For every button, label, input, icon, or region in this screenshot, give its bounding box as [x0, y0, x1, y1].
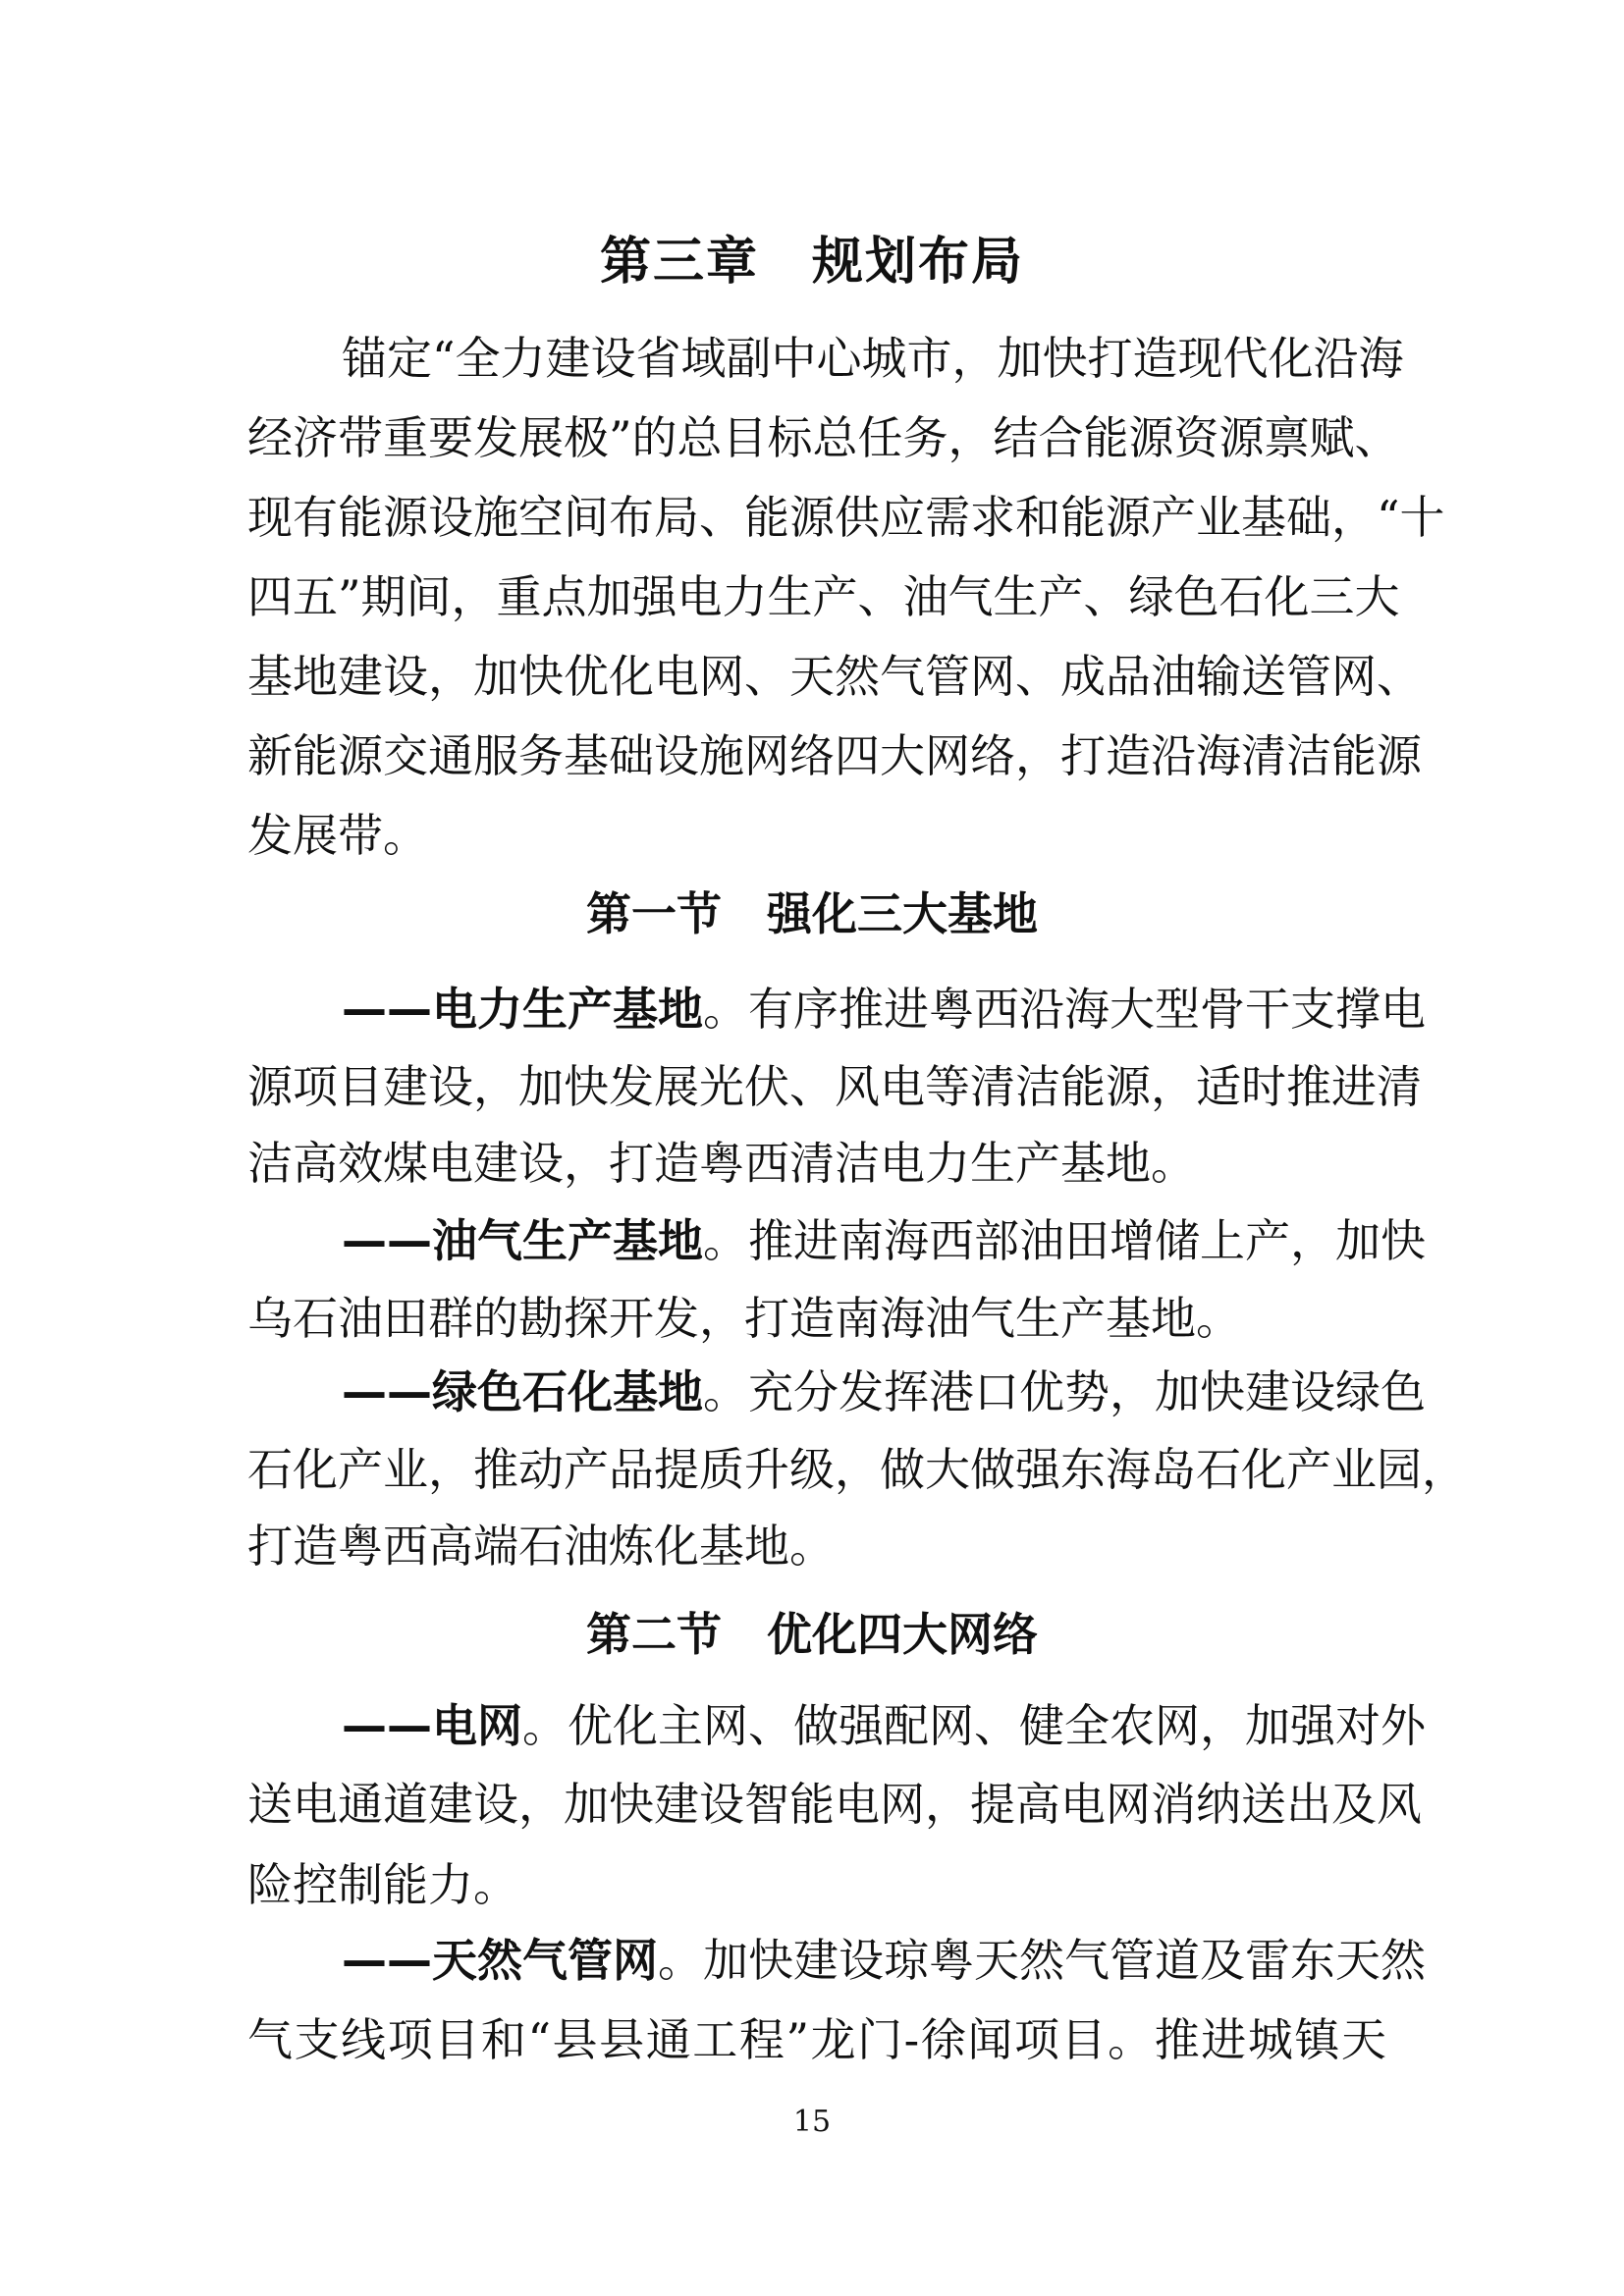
section-1-item-2-first-line: ——油气生产基地。推进南海西部油田增储上产，加快 [342, 1214, 1426, 1267]
section-1-item-3-first-line: ——绿色石化基地。充分发挥港口优势，加快建设绿色 [342, 1365, 1426, 1418]
intro-line-5: 基地建设，加快优化电网、天然气管网、成品油输送管网、 [247, 650, 1422, 703]
section-1-item-3-line-2: 石化产业，推动产品提质升级，做大做强东海岛石化产业园， [247, 1443, 1467, 1496]
section-2-item-2-first-line: ——天然气管网。加快建设琼粤天然气管道及雷东天然 [342, 1934, 1426, 1987]
chapter-title: 第三章 规划布局 [599, 233, 1024, 292]
section-2-title: 第二节 优化四大网络 [586, 1608, 1038, 1661]
section-1-item-3-line-3: 打造粤西高端石油炼化基地。 [247, 1520, 835, 1573]
section-1-title: 第一节 强化三大基地 [586, 887, 1038, 940]
intro-line-2: 经济带重要发展极”的总目标总任务，结合能源资源禀赋、 [247, 411, 1400, 464]
item-heading: ——电力生产基地 [342, 983, 703, 1036]
intro-line-6: 新能源交通服务基础设施网络四大网络，打造沿海清洁能源 [247, 729, 1422, 782]
intro-line-1: 锚定“全力建设省域副中心城市，加快打造现代化沿海 [342, 332, 1404, 385]
section-2-item-1-first-line: ——电网。优化主网、做强配网、健全农网，加强对外 [342, 1699, 1426, 1752]
item-heading: ——油气生产基地 [342, 1214, 703, 1267]
item-heading: ——绿色石化基地 [342, 1365, 703, 1418]
section-1-item-1-line-3: 洁高效煤电建设，打造粤西清洁电力生产基地。 [247, 1137, 1196, 1190]
section-1-item-1-first-line: ——电力生产基地。有序推进粤西沿海大型骨干支撑电 [342, 983, 1426, 1036]
section-1-item-2-line-2: 乌石油田群的勘探开发，打造南海油气生产基地。 [247, 1292, 1241, 1345]
section-2-item-1-line-3: 险控制能力。 [247, 1858, 518, 1911]
item-heading: ——天然气管网 [342, 1934, 658, 1987]
section-1-item-1-line-2: 源项目建设，加快发展光伏、风电等清洁能源，适时推进清 [247, 1060, 1422, 1113]
intro-line-3: 现有能源设施空间布局、能源供应需求和能源产业基础，“十 [247, 491, 1445, 544]
intro-line-7: 发展带。 [247, 809, 428, 862]
intro-line-4: 四五”期间，重点加强电力生产、油气生产、绿色石化三大 [247, 570, 1400, 623]
page-number: 15 [792, 2105, 832, 2139]
item-heading: ——电网 [342, 1699, 522, 1752]
section-2-item-2-line-2: 气支线项目和“县县通工程”龙门-徐闻项目。推进城镇天 [247, 2013, 1386, 2066]
section-2-item-1-line-2: 送电通道建设，加快建设智能电网，提高电网消纳送出及风 [247, 1778, 1422, 1831]
